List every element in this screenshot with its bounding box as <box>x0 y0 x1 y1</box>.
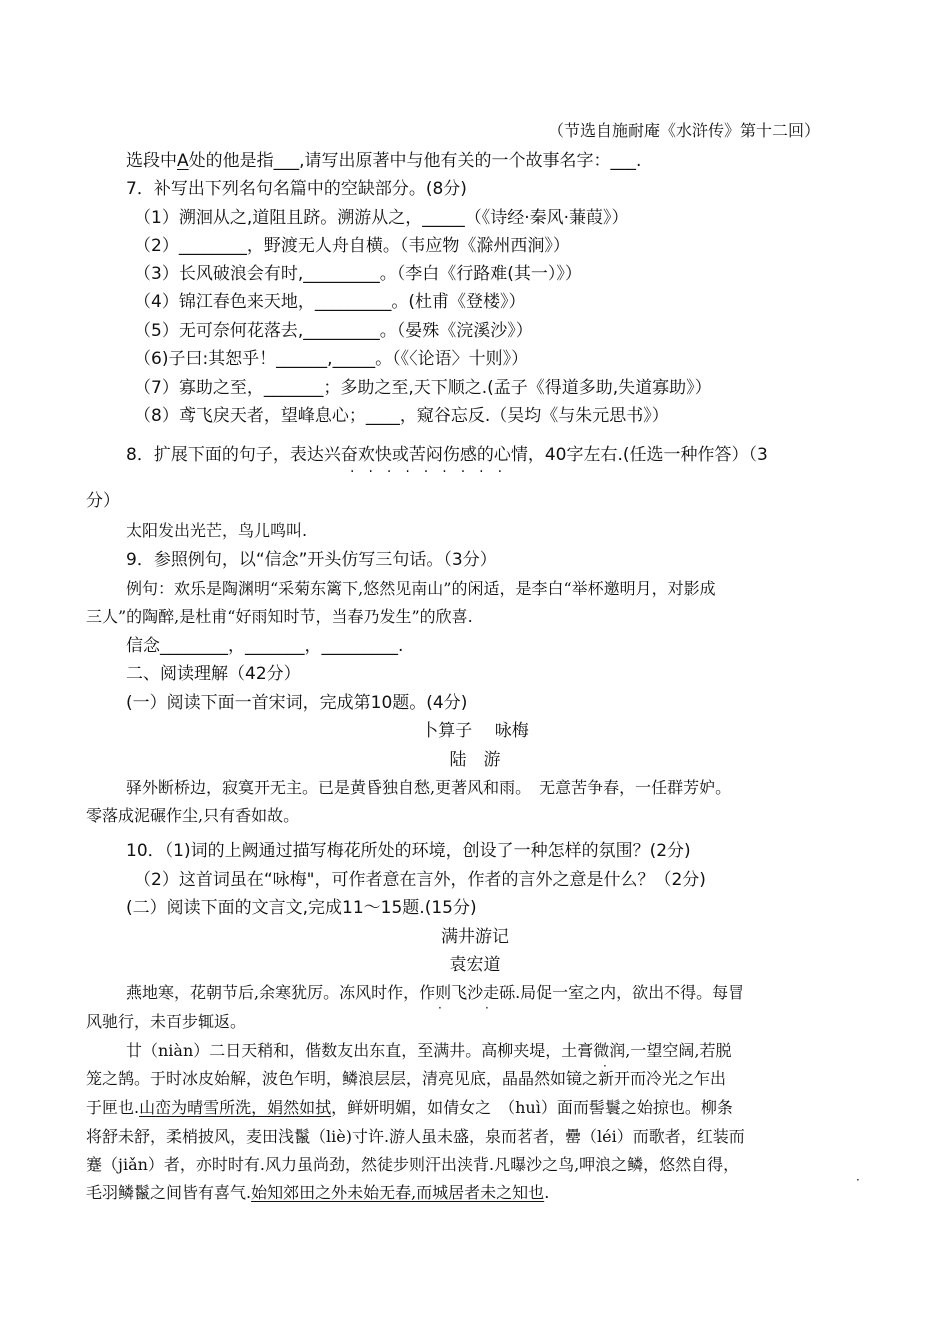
essay-para-2-line-6 <box>86 1182 549 1204</box>
essay-para-1-line-2: 风驰行，未百步辄返。 <box>86 1012 247 1031</box>
q7-item-8: （8）鸢飞戾天者，望峰息心；____，窥谷忘反.（吴均《与朱元思书》） <box>134 406 669 426</box>
q7-item-2: （2）________，野渡无人舟自横。（韦应物《滁州西涧》） <box>134 236 570 256</box>
q6-end: . <box>636 151 642 171</box>
essay-text: . <box>544 1183 550 1202</box>
essay-author: 袁宏道 <box>449 955 501 975</box>
q7-item-3: （3）长风破浪会有时,_________。（李白《行路难(其一）》） <box>134 264 582 284</box>
emphasis-dots: ········· <box>350 464 517 480</box>
q6-marker: A <box>177 151 189 171</box>
emphasis-dot: · <box>438 1001 442 1015</box>
essay-para-1-line-1: 燕地寒，花朝节后,余寒犹厉。冻风时作，作则飞沙走砾.局促一室之内，欲出不得。每冒 <box>126 983 745 1002</box>
essay-para-2-line-2: 笼之鹄。于时冰皮始解，波色乍明，鳞浪层层，清亮见底，晶晶然如镜之新开而冷光之乍出 <box>86 1069 727 1088</box>
poem-line-2: 零落成泥碾作尘,只有香如故。 <box>86 806 300 825</box>
underlined-sentence: 始知郊田之外未始无春,而城居者未之知也 <box>251 1183 545 1202</box>
emphasis-dot: · <box>856 1173 860 1187</box>
question-9-title: 9．参照例句，以“信念”开头仿写三句话。（3分） <box>126 550 497 570</box>
question-8-line-2: 分） <box>86 491 120 511</box>
essay-para-2-line-1: 廿（niàn）二日天稍和，偕数友出东直，至满井。高柳夹堤，土膏微润,一望空阔,若脱 <box>126 1041 732 1060</box>
poem-title: 卜算子 咏梅 <box>421 721 529 741</box>
section-2-title: 二、阅读理解（42分） <box>126 664 301 684</box>
q6-rest: ,请写出原著中与他有关的一个故事名字： <box>299 151 611 171</box>
emphasis-dot: · <box>485 1001 489 1015</box>
question-10-part-2: （2）这首词虽在“咏梅"，可作者意在言外，作者的言外之意是什么？（2分) <box>134 870 706 890</box>
essay-para-2-line-5: 蹇（jiǎn）者，亦时时有.风力虽尚劲，然徒步则汗出浃背.凡曝沙之鸟,呷浪之鳞，悠然自得， <box>86 1155 740 1174</box>
q7-item-5: （5）无可奈何花落去,_________。（晏殊《浣溪沙》） <box>134 321 533 341</box>
q7-item-4: （4）锦江春色来天地，_________。(杜甫《登楼》） <box>134 292 526 312</box>
q7-item-1: （1）溯洄从之,道阻且跻。溯游从之，_____（《诗经·秦风·蒹葭》） <box>134 208 629 228</box>
q8-sentence: 太阳发出光芒，鸟儿鸣叫. <box>126 521 308 540</box>
essay-text: 毛羽鳞鬣之间皆有喜气. <box>86 1183 252 1202</box>
q6-mid: 处的他是指 <box>188 151 274 171</box>
q6-blank-1: ___ <box>273 151 300 171</box>
q9-example-line-1: 例句：欢乐是陶渊明“采菊东篱下,悠然见南山”的闲适，是李白“举杯邀明月，对影成 <box>126 579 716 598</box>
q6-blank-2: ___ <box>610 151 637 171</box>
essay-text: 于匣也. <box>86 1098 140 1117</box>
q7-item-7: （7）寡助之至，_______；多助之至,天下顺之.(孟子《得道多助,失道寡助》） <box>134 378 712 398</box>
underlined-sentence: 山峦为晴雪所洗，娟然如拭 <box>139 1098 332 1117</box>
part-1-title: (一）阅读下面一首宋词，完成第10题。(4分) <box>126 693 468 713</box>
essay-text: ，鲜妍明媚，如倩女之 （huì）面而髻鬟之始掠也。柳条 <box>331 1098 733 1117</box>
q6-prefix: 选段中 <box>126 151 177 171</box>
essay-para-2-line-3 <box>86 1097 733 1119</box>
question-6-tail <box>126 150 641 172</box>
part-2-title: (二）阅读下面的文言文,完成11～15题.(15分) <box>126 898 477 918</box>
question-10-part-1: 10．（1)词的上阙通过描写梅花所处的环境，创设了一种怎样的氛围？(2分) <box>126 841 691 861</box>
poem-line-1: 驿外断桥边，寂寞开无主。已是黄昏独自愁,更著风和雨。 无意苦争春，一任群芳妒。 <box>126 778 732 797</box>
source-note: （节选自施耐庵《水浒传》第十二回） <box>548 121 821 140</box>
q9-answer-line: 信念________，_______，_________. <box>126 636 404 656</box>
essay-para-2-line-4: 将舒未舒，柔梢披风，麦田浅鬣（liè)寸许.游人虽未盛，泉而茗者，罍（léi）而歌者，红装而 <box>86 1127 745 1146</box>
emphasis-dot: · <box>603 1059 607 1073</box>
essay-title: 满井游记 <box>441 927 509 947</box>
poem-author: 陆 游 <box>449 750 501 770</box>
q7-item-6: （6)子曰:其恕乎！______,_____。（《〈论语〉十则》） <box>134 349 529 369</box>
q9-example-line-2: 三人”的陶醉,是杜甫“好雨知时节，当春乃发生”的欣喜. <box>86 607 473 626</box>
question-7-title: 7．补写出下列名句名篇中的空缺部分。(8分) <box>126 179 467 199</box>
question-8-line-1: 8．扩展下面的句子，表达兴奋欢快或苦闷伤感的心情，40字左右.(任选一种作答）（3 <box>126 445 768 465</box>
